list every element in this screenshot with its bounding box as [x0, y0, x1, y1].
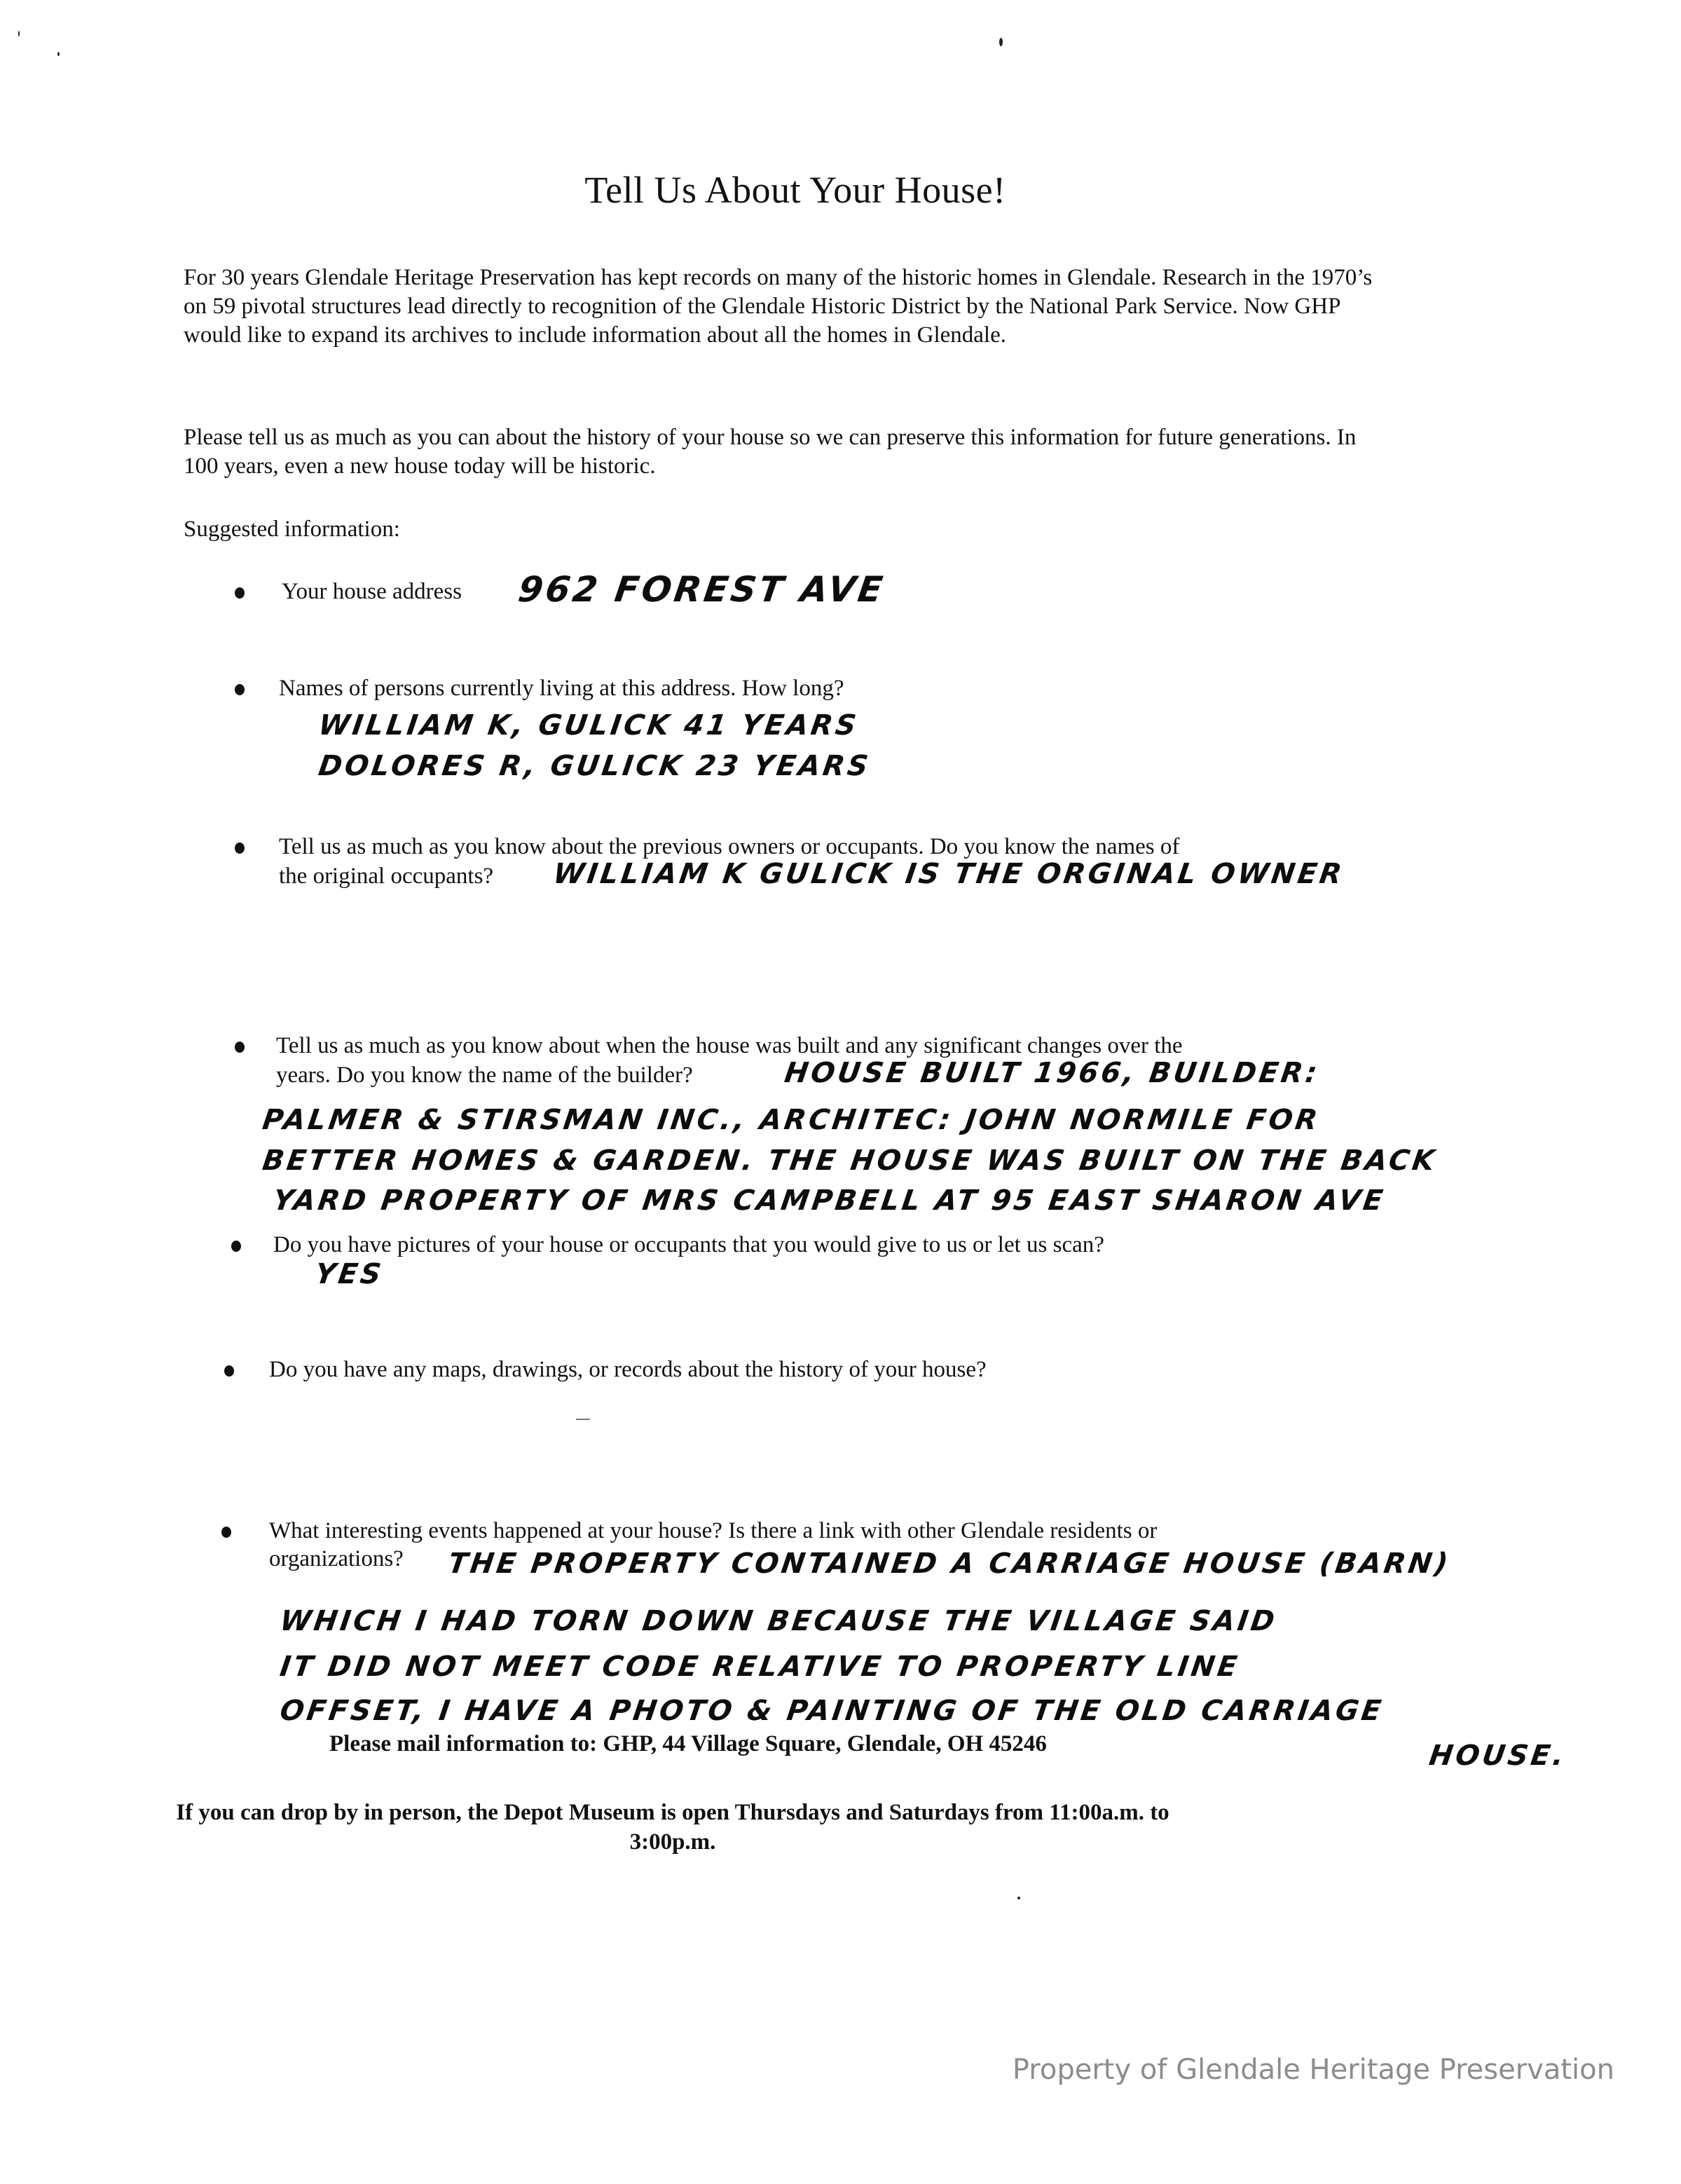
answer-events-line-3[interactable]: IT DID NOT MEET CODE RELATIVE TO PROPERTY LINE — [277, 1651, 1242, 1683]
bullet-icon — [235, 842, 245, 854]
answer-construction-line-4[interactable]: YARD PROPERTY OF MRS CAMPBELL AT 95 EAST SHARON AVE — [270, 1185, 1388, 1217]
scan-speck — [576, 1419, 590, 1420]
suggested-label: Suggested information: — [184, 517, 400, 542]
answer-events-line-5[interactable]: HOUSE. — [1427, 1740, 1569, 1772]
bullet-icon — [221, 1527, 231, 1538]
answer-events-line-1[interactable]: THE PROPERTY CONTAINED A CARRIAGE HOUSE (BARN) — [446, 1548, 1453, 1580]
scan-speck — [57, 52, 60, 56]
question-construction-line-1: Tell us as much as you know about when the house was built and any significant changes over the — [276, 1033, 1183, 1058]
visit-instructions-line-2: 3:00p.m. — [629, 1829, 716, 1855]
answer-residents-line-1[interactable]: WILLIAM K, GULICK 41 YEARS — [316, 709, 861, 742]
question-address: Your house address — [282, 579, 462, 604]
watermark: Property of Glendale Heritage Preservation — [1012, 2054, 1614, 2086]
answer-previous-owners[interactable]: WILLIAM K GULICK IS THE ORGINAL OWNER — [551, 858, 1347, 890]
answer-construction-line-2[interactable]: PALMER & STIRSMAN INC., ARCHITEC: JOHN NORMILE FOR — [260, 1104, 1322, 1136]
bullet-icon — [224, 1365, 234, 1377]
intro-text-1: For 30 years Glendale Heritage Preservation has kept records on many of the historic homes in Glendale. Research in the 1970’s on 59 pivotal structures lead directly to recognition of the Glendale Historic District by the National Park Service. Now GHP would like to expand its archives to include information about all the homes in Glendale. — [184, 265, 1373, 348]
bullet-icon — [235, 1042, 245, 1053]
bullet-icon — [235, 587, 245, 599]
answer-address[interactable]: 962 FOREST AVE — [515, 569, 888, 610]
answer-events-line-2[interactable]: WHICH I HAD TORN DOWN BECAUSE THE VILLAGE SAID — [277, 1605, 1279, 1637]
question-events-line-1: What interesting events happened at your house? Is there a link with other Glendale residents or — [269, 1518, 1158, 1543]
visit-instructions-line-1: If you can drop by in person, the Depot Museum is open Thursdays and Saturdays from 11:00a.m. to — [176, 1800, 1169, 1825]
question-previous-owners-line-1: Tell us as much as you know about the previous owners or occupants. Do you know the names of — [279, 834, 1180, 859]
question-maps: Do you have any maps, drawings, or records about the history of your house? — [269, 1357, 987, 1382]
answer-events-line-4[interactable]: OFFSET, I HAVE A PHOTO & PAINTING OF THE OLD CARRIAGE — [277, 1695, 1386, 1727]
mail-instructions: Please mail information to: GHP, 44 Village Square, Glendale, OH 45246 — [329, 1731, 1047, 1756]
question-pictures: Do you have pictures of your house or occupants that you would give to us or let us scan? — [273, 1232, 1104, 1257]
question-previous-owners-line-2: the original occupants? — [279, 864, 494, 889]
answer-construction-line-3[interactable]: BETTER HOMES & GARDEN. THE HOUSE WAS BUILT ON THE BACK — [260, 1145, 1439, 1177]
intro-text-2: Please tell us as much as you can about the history of your house so we can preserve this information for future generations. In 100 years, even a new house today will be historic. — [184, 425, 1357, 479]
scan-speck — [1017, 1897, 1020, 1899]
page-title: Tell Us About Your House! — [584, 169, 1006, 211]
answer-residents-line-2[interactable]: DOLORES R, GULICK 23 YEARS — [316, 750, 873, 782]
answer-pictures[interactable]: YES — [313, 1258, 386, 1290]
question-events-line-2: organizations? — [269, 1546, 404, 1571]
answer-construction-line-1[interactable]: HOUSE BUILT 1966, BUILDER: — [782, 1057, 1322, 1089]
intro-paragraph-1 — [184, 264, 1375, 350]
bullet-icon — [231, 1241, 241, 1252]
scan-speck — [999, 38, 1003, 46]
question-construction-line-2: years. Do you know the name of the builder? — [276, 1063, 693, 1088]
bullet-icon — [235, 684, 245, 695]
question-residents: Names of persons currently living at this address. How long? — [279, 676, 844, 701]
scan-speck — [18, 31, 20, 36]
intro-paragraph-2 — [184, 423, 1375, 481]
